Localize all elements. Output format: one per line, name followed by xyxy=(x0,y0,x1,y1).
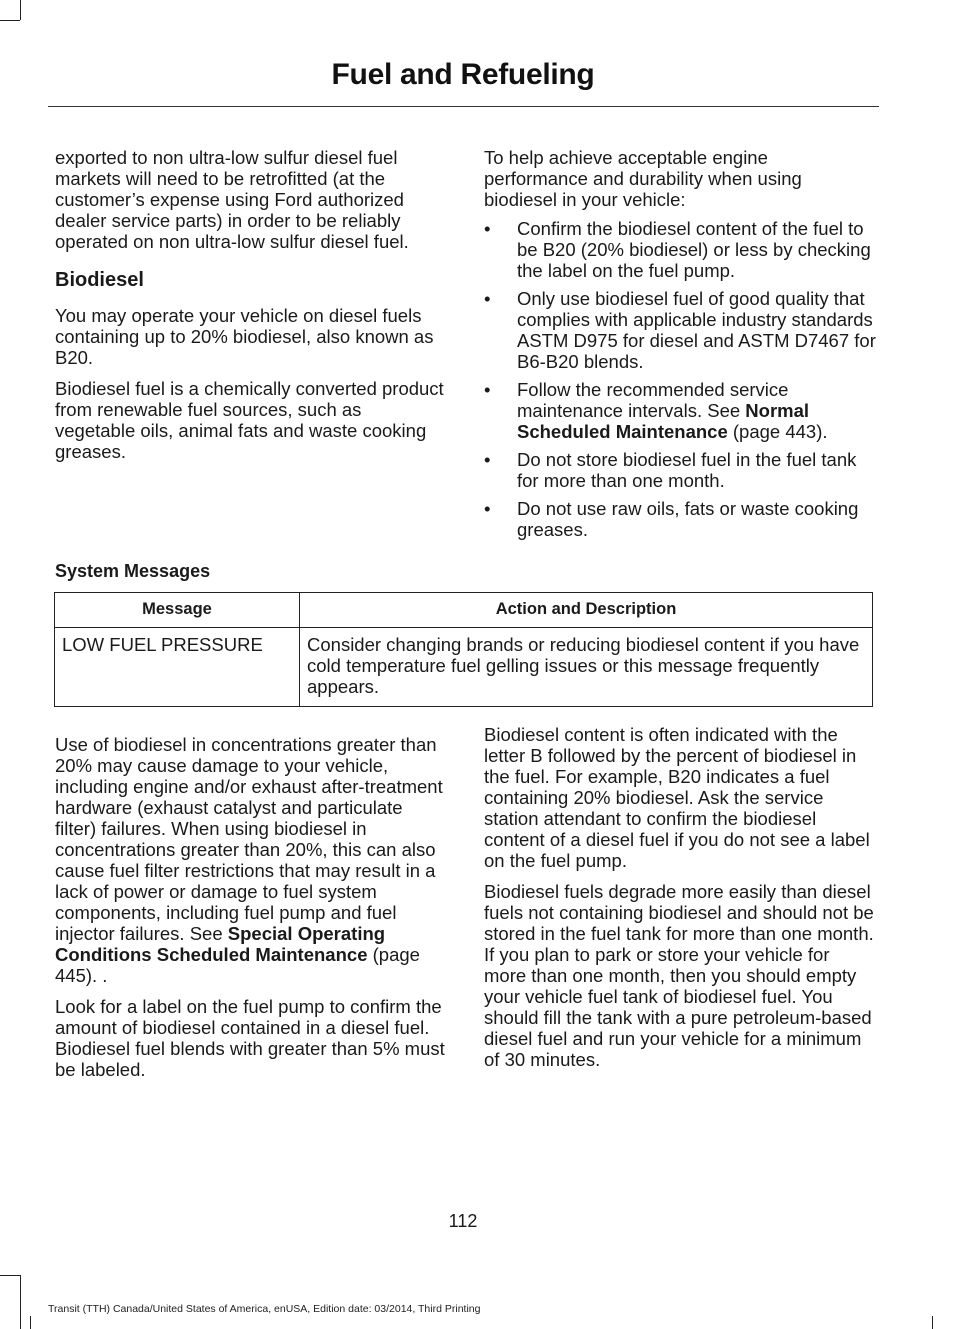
system-messages-heading: System Messages xyxy=(55,561,211,581)
paragraph-fuel-pump-label: Look for a label on the fuel pump to confirm the amount of biodiesel contained in a diesel fuel. Biodiesel fuel blends with greater than 5% must be labeled. xyxy=(55,996,445,1080)
biodiesel-tips-list xyxy=(484,218,876,540)
biodiesel-heading: Biodiesel xyxy=(55,269,144,291)
crop-mark-bottom-left-vertical xyxy=(20,1275,21,1329)
paragraph-retrofit: exported to non ultra-low sulfur diesel fuel markets will need to be retrofitted (at the customer’s expense using Ford authorized dealer service parts) in order to be reliably operated on non ultra-low sulfur diesel fuel. xyxy=(55,147,409,252)
paragraph-degradation: Biodiesel fuels degrade more easily than diesel fuels not containing biodiesel and should not be stored in the fuel tank for more than one month. If you plan to park or store your vehicle for more than one month, then you should empty your vehicle fuel tank of biodiesel fuel. You should fill the tank with a pure petroleum-based diesel fuel and run your vehicle for a minimum of 30 minutes. xyxy=(484,881,874,1070)
paragraph-biodiesel-definition: Biodiesel fuel is a chemically converted product from renewable fuel sources, such as vegetable oils, animal fats and waste cooking greases. xyxy=(55,378,444,462)
right-column-top xyxy=(484,147,876,547)
normal-scheduled-maintenance-link[interactable]: Normal Scheduled Maintenance xyxy=(517,400,810,442)
list-item: • Do not store biodiesel fuel in the fuel tank for more than one month. xyxy=(484,449,857,491)
system-messages-table xyxy=(54,592,873,707)
special-operating-conditions-link[interactable]: Special Operating Conditions Scheduled Maintenance xyxy=(55,923,386,965)
footer-edition-info: Transit (TTH) Canada/United States of America, enUSA, Edition date: 03/2014, Third Printing xyxy=(48,1303,481,1315)
crop-mark-bottom-left-horizontal xyxy=(0,1275,20,1276)
action-cell: Consider changing brands or reducing biodiesel content if you have cold temperature fuel gelling issues or this message frequently appears. xyxy=(300,628,873,707)
table-row xyxy=(55,628,873,707)
bullet-icon: • xyxy=(484,379,491,400)
paragraph-b20: You may operate your vehicle on diesel fuels containing up to 20% biodiesel, also known as B20. xyxy=(55,305,434,368)
column-header-action: Action and Description xyxy=(300,593,873,628)
list-item: • Do not use raw oils, fats or waste cooking greases. xyxy=(484,498,859,540)
paragraph-concentration-warning: Use of biodiesel in concentrations greater than 20% may cause damage to your vehicle, including engine and/or exhaust after-treatment hardware (exhaust catalyst and particulate filter) failures. When using biodiesel in concentrations greater than 20%, this can also cause fuel filter restrictions that may result in a lack of power or damage to fuel system components, including fuel pump and fuel injector failures. See Special Operating Conditions Scheduled Maintenance (page 445). . xyxy=(55,734,443,986)
bullet-icon: • xyxy=(484,498,491,519)
page-title: Fuel and Refueling xyxy=(331,58,595,91)
left-column-bottom xyxy=(55,734,445,1090)
paragraph-intro: To help achieve acceptable engine performance and durability when using biodiesel in your vehicle: xyxy=(484,147,802,210)
column-header-message: Message xyxy=(55,593,300,628)
bullet-icon: • xyxy=(484,288,491,309)
title-divider xyxy=(48,106,879,107)
page-number: 112 xyxy=(448,1211,478,1231)
bullet-icon: • xyxy=(484,218,491,239)
paragraph-b-content: Biodiesel content is often indicated with the letter B followed by the percent of biodiesel in the fuel. For example, B20 indicates a fuel containing 20% biodiesel. Ask the service station attendant to confirm the biodiesel content of a diesel fuel if you do not see a label on the fuel pump. xyxy=(484,724,870,871)
bullet-icon: • xyxy=(484,449,491,470)
list-item: • Only use biodiesel fuel of good quality that complies with applicable industry standards ASTM D975 for diesel and ASTM D7467 for B6-B20 blends. xyxy=(484,288,876,372)
crop-mark-bottom-tick-left xyxy=(30,1316,31,1329)
left-column-top xyxy=(55,147,445,472)
crop-mark-top-left-horizontal xyxy=(0,20,20,21)
list-item: • Confirm the biodiesel content of the fuel to be B20 (20% biodiesel) or less by checking the label on the fuel pump. xyxy=(484,218,871,281)
right-column-bottom xyxy=(484,724,876,1080)
list-item: • Follow the recommended service maintenance intervals. See Normal Scheduled Maintenance (page 443). xyxy=(484,379,828,442)
message-cell: LOW FUEL PRESSURE xyxy=(55,628,300,707)
crop-mark-top-left-vertical xyxy=(20,0,21,20)
crop-mark-bottom-tick-right xyxy=(932,1316,933,1329)
table-header-row xyxy=(55,593,873,628)
